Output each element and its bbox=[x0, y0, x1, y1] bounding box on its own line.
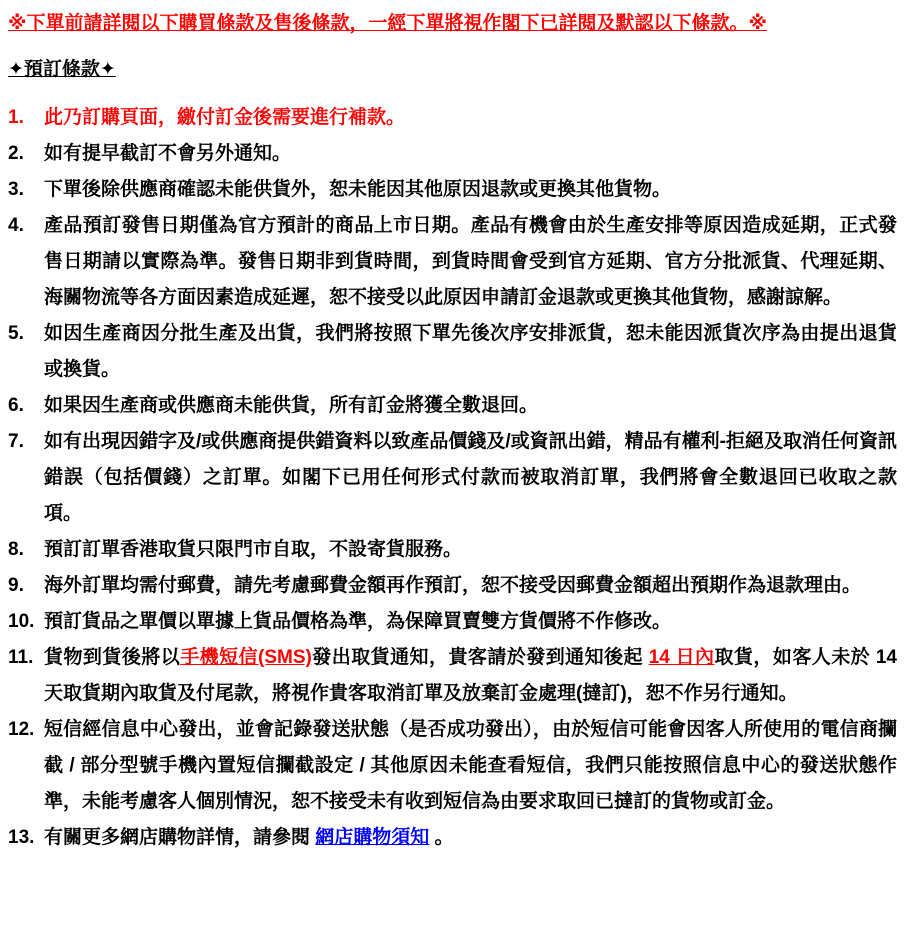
terms-item bbox=[8, 532, 897, 568]
item-text bbox=[44, 568, 897, 604]
item-number: 7. bbox=[8, 431, 24, 452]
page-title-text: ※下單前請詳閱以下購買條款及售後條款，一經下單將視作閣下已詳閱及默認以下條款。※ bbox=[8, 13, 767, 34]
item-text bbox=[44, 424, 897, 532]
item-number: 1. bbox=[8, 107, 24, 128]
text-segment: 如果因生產商或供應商未能供貨，所有訂金將獲全數退回。 bbox=[44, 395, 539, 416]
item-number: 13. bbox=[8, 827, 35, 848]
item-number: 4. bbox=[8, 215, 24, 236]
terms-item bbox=[8, 100, 897, 136]
item-number: 5. bbox=[8, 323, 24, 344]
terms-item bbox=[8, 172, 897, 208]
item-text bbox=[44, 604, 897, 640]
terms-item bbox=[8, 208, 897, 316]
terms-item bbox=[8, 316, 897, 388]
item-text bbox=[44, 208, 897, 316]
item-number: 3. bbox=[8, 179, 24, 200]
item-number: 8. bbox=[8, 539, 24, 560]
item-text bbox=[44, 388, 897, 424]
item-number: 2. bbox=[8, 143, 24, 164]
terms-item bbox=[8, 604, 897, 640]
terms-item bbox=[8, 820, 897, 856]
text-segment: 取貨，如客人未於 14 天取貨期內取貨及付尾款，將視作貴客取消訂單及放棄訂金處理(撻訂)，恕不作另行通知。 bbox=[44, 647, 897, 704]
section-header-text: ✦預訂條款✦ bbox=[8, 59, 116, 80]
terms-item bbox=[8, 712, 897, 820]
item-text bbox=[44, 172, 897, 208]
text-segment: 14 日內 bbox=[648, 647, 715, 668]
text-segment: 發出取貨通知，貴客請於發到通知後起 bbox=[311, 647, 649, 668]
text-segment: 預訂訂單香港取貨只限門市自取，不設寄貨服務。 bbox=[44, 539, 463, 560]
text-segment: 。 bbox=[429, 827, 454, 848]
text-segment: 有關更多網店購物詳情，請參閱 bbox=[44, 827, 316, 848]
text-segment: 產品預訂發售日期僅為官方預計的商品上市日期。產品有機會由於生產安排等原因造成延期，正式發售日期請以實際為準。發售日期非到貨時間，到貨時間會受到官方延期、官方分批派貨、代理延期、海關物流等各方面因素造成延遲，恕不接受以此原因申請訂金退款或更換其他貨物，感謝諒解。 bbox=[44, 215, 897, 308]
item-text bbox=[44, 136, 897, 172]
section-header bbox=[8, 52, 897, 88]
text-segment: 短信經信息中心發出，並會記錄發送狀態（是否成功發出），由於短信可能會因客人所使用的電信商攔截 / 部分型號手機內置短信攔截設定 / 其他原因未能查看短信，我們只能按照信息中心的發送狀態作準，未能考慮客人個別情況，恕不接受未有收到短信為由要求取回已撻訂的貨物或訂金。 bbox=[44, 719, 897, 812]
item-number: 10. bbox=[8, 611, 35, 632]
item-number: 12. bbox=[8, 719, 35, 740]
text-segment: 預訂貨品之單價以單據上貨品價格為準，為保障買賣雙方貨價將不作修改。 bbox=[44, 611, 672, 632]
text-segment: 如有提早截訂不會另外通知。 bbox=[44, 143, 292, 164]
page-title bbox=[8, 6, 897, 42]
text-segment: 手機短信(SMS) bbox=[180, 647, 312, 668]
item-number: 6. bbox=[8, 395, 24, 416]
item-text bbox=[44, 316, 897, 388]
terms-item bbox=[8, 136, 897, 172]
item-text bbox=[44, 712, 897, 820]
item-text bbox=[44, 640, 897, 712]
terms-item bbox=[8, 568, 897, 604]
text-segment: 如有出現因錯字及/或供應商提供錯資料以致產品價錢及/或資訊出錯，精品有權利-拒絕及取消任何資訊錯誤（包括價錢）之訂單。如閣下已用任何形式付款而被取消訂單，我們將會全數退回已收取之款項。 bbox=[44, 431, 897, 524]
terms-item bbox=[8, 424, 897, 532]
terms-item bbox=[8, 640, 897, 712]
terms-item bbox=[8, 388, 897, 424]
text-segment: 此乃訂購頁面，繳付訂金後需要進行補款。 bbox=[44, 107, 406, 128]
item-number: 11. bbox=[8, 647, 34, 668]
text-segment: 如因生產商因分批生產及出貨，我們將按照下單先後次序安排派貨，恕未能因派貨次序為由提出退貨或換貨。 bbox=[44, 323, 897, 380]
text-segment: 下單後除供應商確認未能供貨外，恕未能因其他原因退款或更換其他貨物。 bbox=[44, 179, 672, 200]
text-segment: 海外訂單均需付郵費，請先考慮郵費金額再作預訂，恕不接受因郵費金額超出預期作為退款理由。 bbox=[44, 575, 862, 596]
item-text bbox=[44, 100, 897, 136]
text-segment: 貨物到貨後將以 bbox=[44, 647, 181, 668]
item-text bbox=[44, 820, 897, 856]
item-number: 9. bbox=[8, 575, 24, 596]
shop-info-link[interactable]: 網店購物須知 bbox=[315, 827, 430, 848]
item-text bbox=[44, 532, 897, 568]
terms-list bbox=[8, 100, 897, 856]
